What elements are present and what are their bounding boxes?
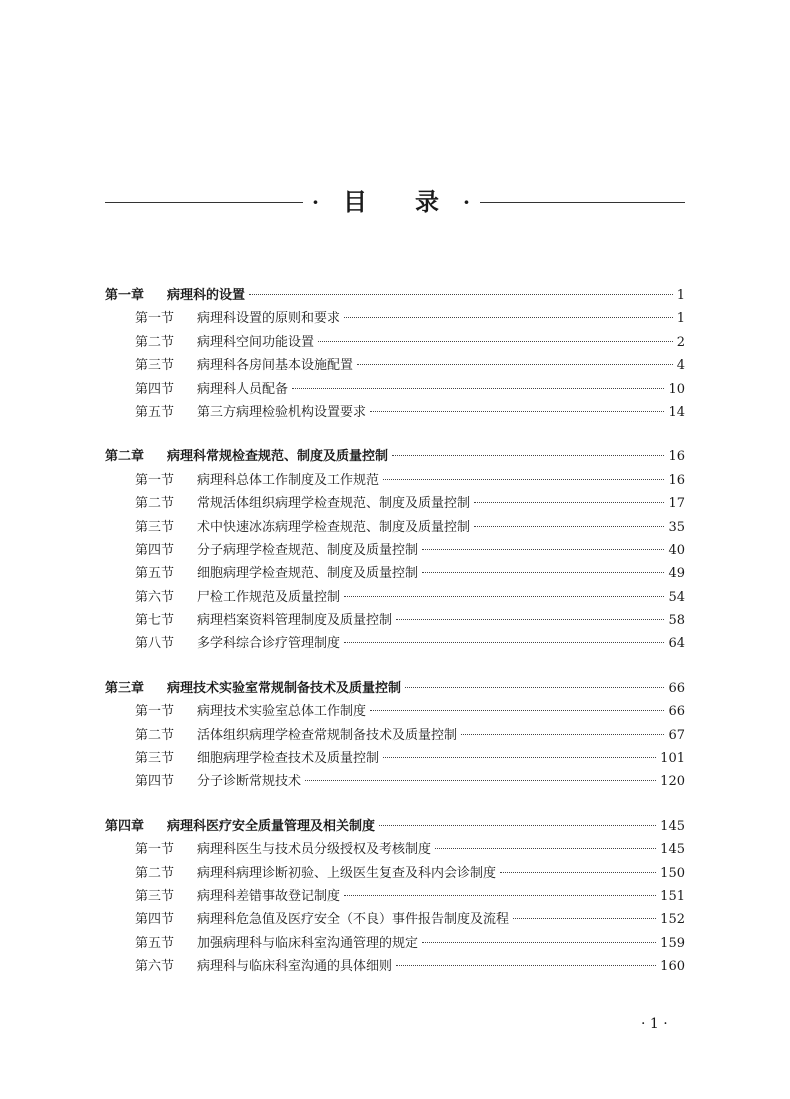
- toc-section-entry[interactable]: [105, 932, 685, 955]
- section-label: 第三节: [135, 751, 175, 767]
- section-name: 病理科总体工作制度及工作规范: [197, 472, 380, 488]
- section-name: 细胞病理学检查规范、制度及质量控制: [197, 566, 419, 582]
- dot-leader: [344, 895, 656, 896]
- dot-leader: [379, 825, 656, 826]
- chapter-name: 病理科医疗安全质量管理及相关制度: [167, 818, 376, 834]
- section-name: 病理科与临床科室沟通的具体细则: [197, 959, 393, 975]
- section-name: 病理科病理诊断初验、上级医生复查及科内会诊制度: [197, 865, 497, 881]
- chapter-page-number: 66: [668, 680, 685, 696]
- dot-leader: [370, 411, 664, 412]
- toc-chapter-entry[interactable]: [105, 445, 685, 468]
- dot-leader: [513, 918, 656, 919]
- section-page-number: 150: [660, 865, 685, 881]
- section-label: 第二节: [135, 496, 175, 512]
- section-label: 第七节: [135, 613, 175, 629]
- toc-chapter-entry[interactable]: [105, 284, 685, 307]
- dot-leader: [474, 502, 664, 503]
- section-name: 分子诊断常规技术: [197, 774, 302, 790]
- section-label: 第六节: [135, 959, 175, 975]
- chapter-label: 第三章: [105, 680, 145, 696]
- toc-section-entry[interactable]: [105, 516, 685, 539]
- section-name: 分子病理学检查规范、制度及质量控制: [197, 542, 419, 558]
- dot-leader: [249, 294, 673, 295]
- dot-leader: [305, 780, 656, 781]
- section-name: 病理档案资料管理制度及质量控制: [197, 613, 393, 629]
- chapter-block: [105, 284, 685, 424]
- chapter-page-number: 145: [660, 818, 685, 834]
- toc-section-entry[interactable]: [105, 724, 685, 747]
- section-name: 多学科综合诊疗管理制度: [197, 636, 341, 652]
- dot-leader: [435, 848, 656, 849]
- dot-leader: [370, 710, 664, 711]
- dot-leader: [344, 596, 664, 597]
- chapter-label: 第一章: [105, 288, 145, 303]
- dot-leader: [383, 479, 664, 480]
- page-number: · 1 ·: [641, 1016, 668, 1032]
- section-label: 第四节: [135, 381, 175, 397]
- section-label: 第一节: [135, 704, 175, 720]
- chapter-label: 第二章: [105, 449, 145, 465]
- section-page-number: 1: [676, 311, 685, 327]
- section-name: 常规活体组织病理学检查规范、制度及质量控制: [197, 496, 471, 512]
- section-label: 第五节: [135, 404, 175, 420]
- dot-leader: [318, 341, 673, 342]
- section-label: 第一节: [135, 472, 175, 488]
- dot-leader: [357, 364, 673, 365]
- chapter-label: 第四章: [105, 818, 145, 834]
- chapter-block: [105, 445, 685, 656]
- section-label: 第三节: [135, 358, 175, 374]
- section-name: 活体组织病理学检查常规制备技术及质量控制: [197, 727, 458, 743]
- chapter-block: [105, 815, 685, 979]
- section-page-number: 67: [668, 727, 685, 743]
- toc-section-entry[interactable]: [105, 562, 685, 585]
- section-page-number: 14: [668, 404, 685, 420]
- dot-leader: [461, 734, 664, 735]
- section-label: 第五节: [135, 566, 175, 582]
- section-page-number: 16: [668, 472, 685, 488]
- section-label: 第一节: [135, 311, 175, 327]
- chapter-page-number: 1: [676, 288, 685, 303]
- toc-section-entry[interactable]: [105, 700, 685, 723]
- section-name: 尸检工作规范及质量控制: [197, 589, 341, 605]
- section-label: 第三节: [135, 888, 175, 904]
- title-dot-right: ·: [463, 190, 470, 214]
- dot-leader: [422, 572, 664, 573]
- section-label: 第一节: [135, 842, 175, 858]
- section-page-number: 145: [660, 842, 685, 858]
- section-name: 加强病理科与临床科室沟通管理的规定: [197, 935, 419, 951]
- section-page-number: 120: [660, 774, 685, 790]
- dot-leader: [422, 549, 664, 550]
- dot-leader: [405, 687, 664, 688]
- section-page-number: 151: [660, 888, 685, 904]
- toc-section-entry[interactable]: [105, 354, 685, 377]
- dot-leader: [344, 642, 664, 643]
- toc-section-entry[interactable]: [105, 539, 685, 562]
- section-page-number: 49: [668, 566, 685, 582]
- section-name: 病理科医生与技术员分级授权及考核制度: [197, 842, 432, 858]
- toc-chapter-entry[interactable]: [105, 677, 685, 700]
- title-dot-left: ·: [312, 190, 319, 214]
- toc-section-entry[interactable]: [105, 609, 685, 632]
- toc-section-entry[interactable]: [105, 770, 685, 793]
- title-char-2: 录: [415, 187, 439, 216]
- toc-section-entry[interactable]: [105, 401, 685, 424]
- dot-leader: [500, 872, 656, 873]
- chapter-block: [105, 677, 685, 794]
- section-page-number: 40: [668, 542, 685, 558]
- dot-leader: [474, 526, 664, 527]
- chapter-page-number: 16: [668, 449, 685, 465]
- section-name: 细胞病理学检查技术及质量控制: [197, 751, 380, 767]
- section-page-number: 159: [660, 935, 685, 951]
- section-name: 第三方病理检验机构设置要求: [197, 404, 367, 420]
- dot-leader: [422, 942, 656, 943]
- title-rule-right: [480, 202, 685, 203]
- section-page-number: 101: [660, 751, 685, 767]
- section-name: 病理科差错事故登记制度: [197, 888, 341, 904]
- toc-section-entry[interactable]: [105, 908, 685, 931]
- toc-list: [105, 284, 685, 1000]
- toc-section-entry[interactable]: [105, 307, 685, 330]
- section-page-number: 17: [668, 496, 685, 512]
- dot-leader: [383, 757, 656, 758]
- section-name: 病理科各房间基本设施配置: [197, 358, 354, 374]
- toc-section-entry[interactable]: [105, 492, 685, 515]
- section-page-number: 2: [676, 334, 685, 350]
- section-name: 病理科危急值及医疗安全（不良）事件报告制度及流程: [197, 912, 510, 928]
- chapter-name: 病理科的设置: [167, 288, 246, 303]
- section-page-number: 54: [668, 589, 685, 605]
- toc-title: [105, 188, 685, 218]
- dot-leader: [344, 317, 673, 318]
- dot-leader: [396, 619, 664, 620]
- toc-section-entry[interactable]: [105, 378, 685, 401]
- section-name: 术中快速冰冻病理学检查规范、制度及质量控制: [197, 519, 471, 535]
- chapter-name: 病理技术实验室常规制备技术及质量控制: [167, 680, 402, 696]
- toc-section-entry[interactable]: [105, 862, 685, 885]
- toc-section-entry[interactable]: [105, 747, 685, 770]
- section-label: 第二节: [135, 727, 175, 743]
- section-label: 第三节: [135, 519, 175, 535]
- title-char-1: 目: [343, 187, 367, 216]
- section-label: 第八节: [135, 636, 175, 652]
- section-label: 第六节: [135, 589, 175, 605]
- chapter-name: 病理科常规检查规范、制度及质量控制: [167, 449, 389, 465]
- section-name: 病理科空间功能设置: [197, 334, 315, 350]
- section-label: 第四节: [135, 774, 175, 790]
- section-page-number: 58: [668, 613, 685, 629]
- toc-chapter-entry[interactable]: [105, 815, 685, 838]
- section-page-number: 10: [668, 381, 685, 397]
- section-page-number: 35: [668, 519, 685, 535]
- toc-section-entry[interactable]: [105, 955, 685, 978]
- dot-leader: [396, 965, 656, 966]
- section-page-number: 64: [668, 636, 685, 652]
- section-page-number: 4: [676, 358, 685, 374]
- section-page-number: 66: [668, 704, 685, 720]
- toc-section-entry[interactable]: [105, 885, 685, 908]
- title-rule-left: [105, 202, 303, 203]
- dot-leader: [292, 388, 664, 389]
- section-label: 第二节: [135, 865, 175, 881]
- section-label: 第四节: [135, 542, 175, 558]
- section-name: 病理技术实验室总体工作制度: [197, 704, 367, 720]
- toc-section-entry[interactable]: [105, 586, 685, 609]
- dot-leader: [392, 455, 664, 456]
- toc-section-entry[interactable]: [105, 469, 685, 492]
- toc-section-entry[interactable]: [105, 331, 685, 354]
- section-label: 第四节: [135, 912, 175, 928]
- section-page-number: 160: [660, 959, 685, 975]
- toc-section-entry[interactable]: [105, 838, 685, 861]
- section-label: 第二节: [135, 334, 175, 350]
- section-name: 病理科设置的原则和要求: [197, 311, 341, 327]
- section-page-number: 152: [660, 912, 685, 928]
- toc-section-entry[interactable]: [105, 632, 685, 655]
- section-label: 第五节: [135, 935, 175, 951]
- section-name: 病理科人员配备: [197, 381, 289, 397]
